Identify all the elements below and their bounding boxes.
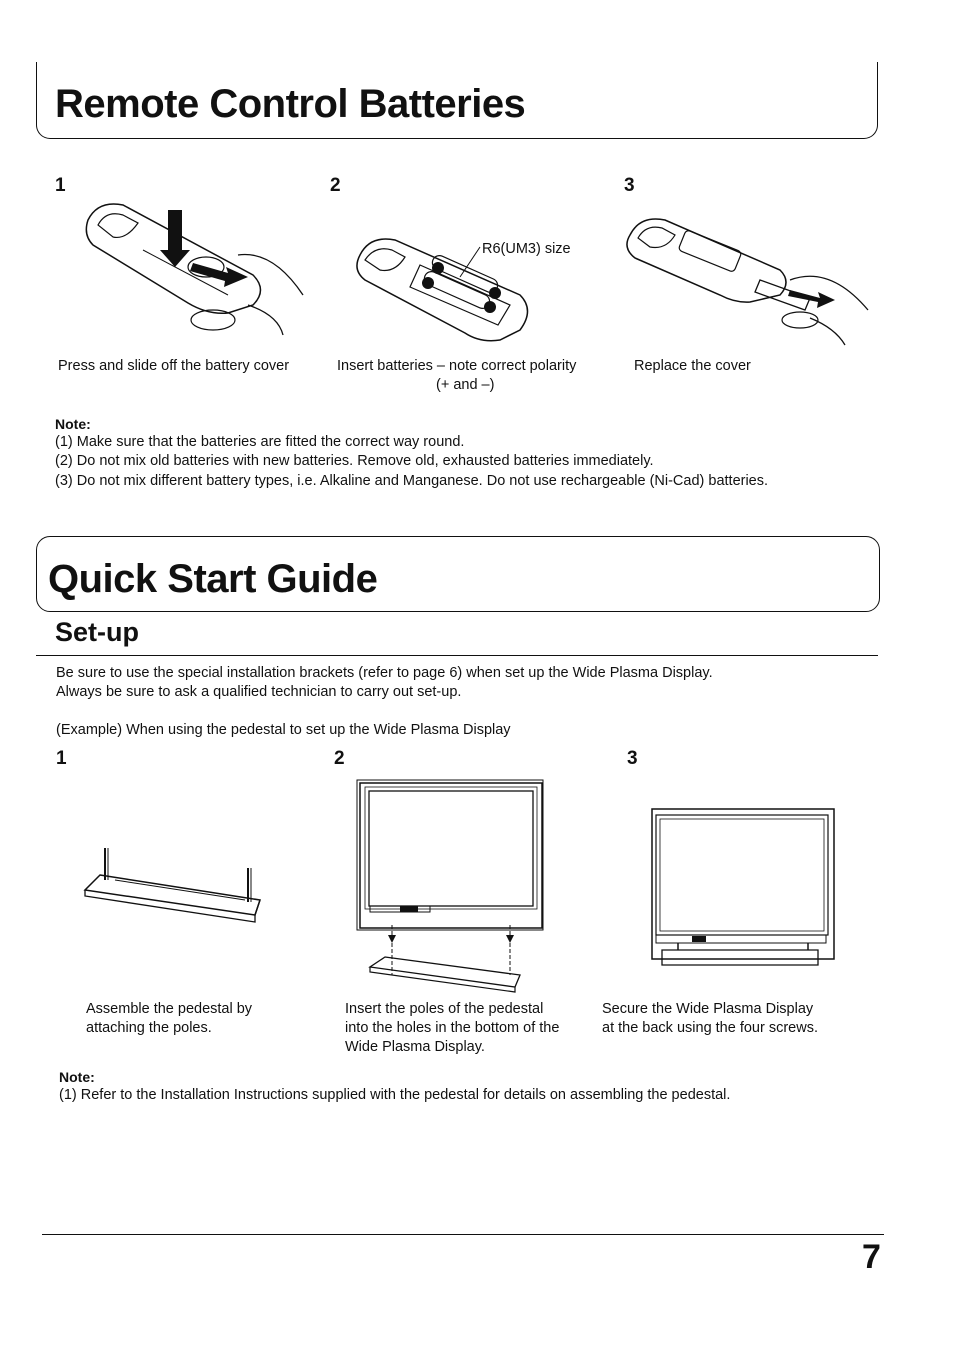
setup-step-3: 3 [627,748,638,769]
remote-step-3: 3 [624,175,635,196]
pedestal-illustration [80,840,270,935]
assembled-display-illustration [648,805,838,970]
display-insert-illustration [355,775,550,1000]
remote-note-2: (2) Do not mix old batteries with new batteries. Remove old, exhausted batteries immediately. [55,453,654,469]
remote-caption-2: Insert batteries – note correct polarity [337,358,577,374]
setup-caption-1-line-1: Assemble the pedestal by [86,1001,253,1017]
setup-note-heading: Note: [59,1069,95,1085]
remote-note-3: (3) Do not mix different battery types, i.e. Alkaline and Manganese. Do not use rechargeable (Ni-Cad) batteries. [55,473,769,489]
setup-note-1: (1) Refer to the Installation Instructions supplied with the pedestal for details on assembling the pedestal. [59,1087,731,1103]
remote-caption-1: Press and slide off the battery cover [58,358,290,374]
section-title-remote: Remote Control Batteries [55,82,526,126]
remote-step-1: 1 [55,175,66,196]
remote-note-heading: Note: [55,416,91,432]
setup-caption-2-line-3: Wide Plasma Display. [345,1039,485,1055]
setup-caption-2-line-2: into the holes in the bottom of the [345,1020,560,1036]
battery-size-label: R6(UM3) size [482,241,571,257]
remote-step-2: 2 [330,175,341,196]
setup-example: (Example) When using the pedestal to set up the Wide Plasma Display [56,722,511,738]
section-title-quick: Quick Start Guide [48,557,378,601]
setup-caption-1 [86,1000,252,1038]
setup-caption-2-line-1: Insert the poles of the pedestal [345,1001,544,1017]
setup-intro-1: Be sure to use the special installation brackets (refer to page 6) when set up the Wide Plasma Display. [56,665,713,681]
setup-caption-2 [345,1000,559,1057]
setup-divider [36,655,878,656]
remote-caption-3: Replace the cover [634,358,751,374]
remote-note-1: (1) Make sure that the batteries are fitted the correct way round. [55,434,465,450]
remote-cover-removal-illustration [78,195,308,345]
setup-caption-3-line-2: at the back using the four screws. [602,1020,818,1036]
remote-caption-2b: (+ and –) [436,377,495,393]
setup-intro-2: Always be sure to ask a qualified technician to carry out set-up. [56,684,462,700]
setup-caption-3 [602,1000,818,1038]
setup-caption-3-line-1: Secure the Wide Plasma Display [602,1001,814,1017]
setup-step-2: 2 [334,748,345,769]
page-number: 7 [862,1238,881,1276]
setup-step-1: 1 [56,748,67,769]
setup-caption-1-line-2: attaching the poles. [86,1020,212,1036]
footer-rule [42,1234,884,1235]
section-subtitle-setup: Set-up [55,617,139,647]
remote-cover-replace-illustration [620,210,870,350]
